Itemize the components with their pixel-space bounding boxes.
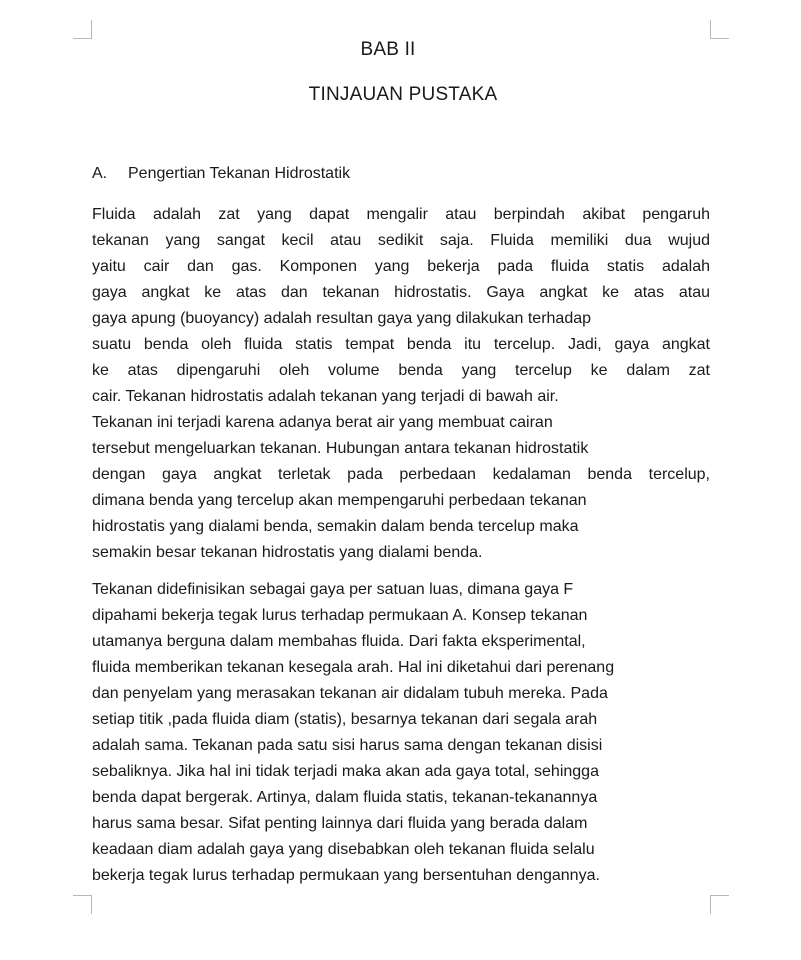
crop-mark-top-right: [710, 20, 729, 39]
paragraph-line: sebaliknya. Jika hal ini tidak terjadi maka akan ada gaya total, sehingga: [92, 763, 599, 780]
paragraph-line: tekanan yang sangat kecil atau sedikit saja. Fluida memiliki dua wujud: [92, 232, 710, 249]
section-heading: [92, 165, 350, 183]
paragraph-line: adalah sama. Tekanan pada satu sisi harus sama dengan tekanan disisi: [92, 737, 603, 754]
paragraph-line: gaya apung (buoyancy) adalah resultan gaya yang dilakukan terhadap: [92, 310, 592, 327]
paragraph-line: keadaan diam adalah gaya yang disebabkan oleh tekanan fluida selalu: [92, 841, 595, 858]
crop-mark-bottom-right: [710, 895, 729, 914]
paragraph-line: cair. Tekanan hidrostatis adalah tekanan yang terjadi di bawah air.: [92, 388, 559, 405]
paragraph-line: utamanya berguna dalam membahas fluida. Dari fakta eksperimental,: [92, 633, 586, 650]
crop-mark-top-left: [73, 20, 92, 39]
paragraph-line: ke atas dipengaruhi oleh volume benda yang tercelup ke dalam zat: [92, 362, 710, 379]
paragraph-line: Tekanan ini terjadi karena adanya berat air yang membuat cairan: [92, 414, 553, 431]
chapter-title: TINJAUAN PUSTAKA: [308, 84, 498, 105]
paragraph-line: suatu benda oleh fluida statis tempat benda itu tercelup. Jadi, gaya angkat: [92, 336, 710, 353]
paragraph: [92, 202, 710, 566]
paragraph-line: yaitu cair dan gas. Komponen yang bekerja pada fluida statis adalah: [92, 258, 710, 275]
paragraph-line: hidrostatis yang dialami benda, semakin dalam benda tercelup maka: [92, 518, 579, 535]
section-number: A.: [92, 165, 108, 182]
crop-mark-bottom-left: [73, 895, 92, 914]
paragraph-line: harus sama besar. Sifat penting lainnya dari fluida yang berada dalam: [92, 815, 588, 832]
paragraph-line: dipahami bekerja tegak lurus terhadap permukaan A. Konsep tekanan: [92, 607, 588, 624]
paragraph-line: dengan gaya angkat terletak pada perbedaan kedalaman benda tercelup,: [92, 466, 710, 483]
paragraph-line: bekerja tegak lurus terhadap permukaan yang bersentuhan dengannya.: [92, 867, 600, 884]
chapter-label: BAB II: [360, 39, 416, 60]
paragraph-line: tersebut mengeluarkan tekanan. Hubungan antara tekanan hidrostatik: [92, 440, 589, 457]
paragraph-line: setiap titik ,pada fluida diam (statis), besarnya tekanan dari segala arah: [92, 711, 598, 728]
paragraph-line: benda dapat bergerak. Artinya, dalam fluida statis, tekanan-tekanannya: [92, 789, 598, 806]
paragraph-line: fluida memberikan tekanan kesegala arah. Hal ini diketahui dari perenang: [92, 659, 615, 676]
section-heading-text: Pengertian Tekanan Hidrostatik: [128, 165, 351, 182]
paragraph-line: semakin besar tekanan hidrostatis yang dialami benda.: [92, 544, 483, 561]
paragraph-line: Tekanan didefinisikan sebagai gaya per satuan luas, dimana gaya F: [92, 581, 574, 598]
paragraph-line: Fluida adalah zat yang dapat mengalir atau berpindah akibat pengaruh: [92, 206, 710, 223]
paragraph-line: dimana benda yang tercelup akan mempengaruhi perbedaan tekanan: [92, 492, 587, 509]
paragraph-line: gaya angkat ke atas dan tekanan hidrostatis. Gaya angkat ke atas atau: [92, 284, 710, 301]
paragraph-line: dan penyelam yang merasakan tekanan air didalam tubuh mereka. Pada: [92, 685, 608, 702]
paragraph: [92, 577, 710, 889]
